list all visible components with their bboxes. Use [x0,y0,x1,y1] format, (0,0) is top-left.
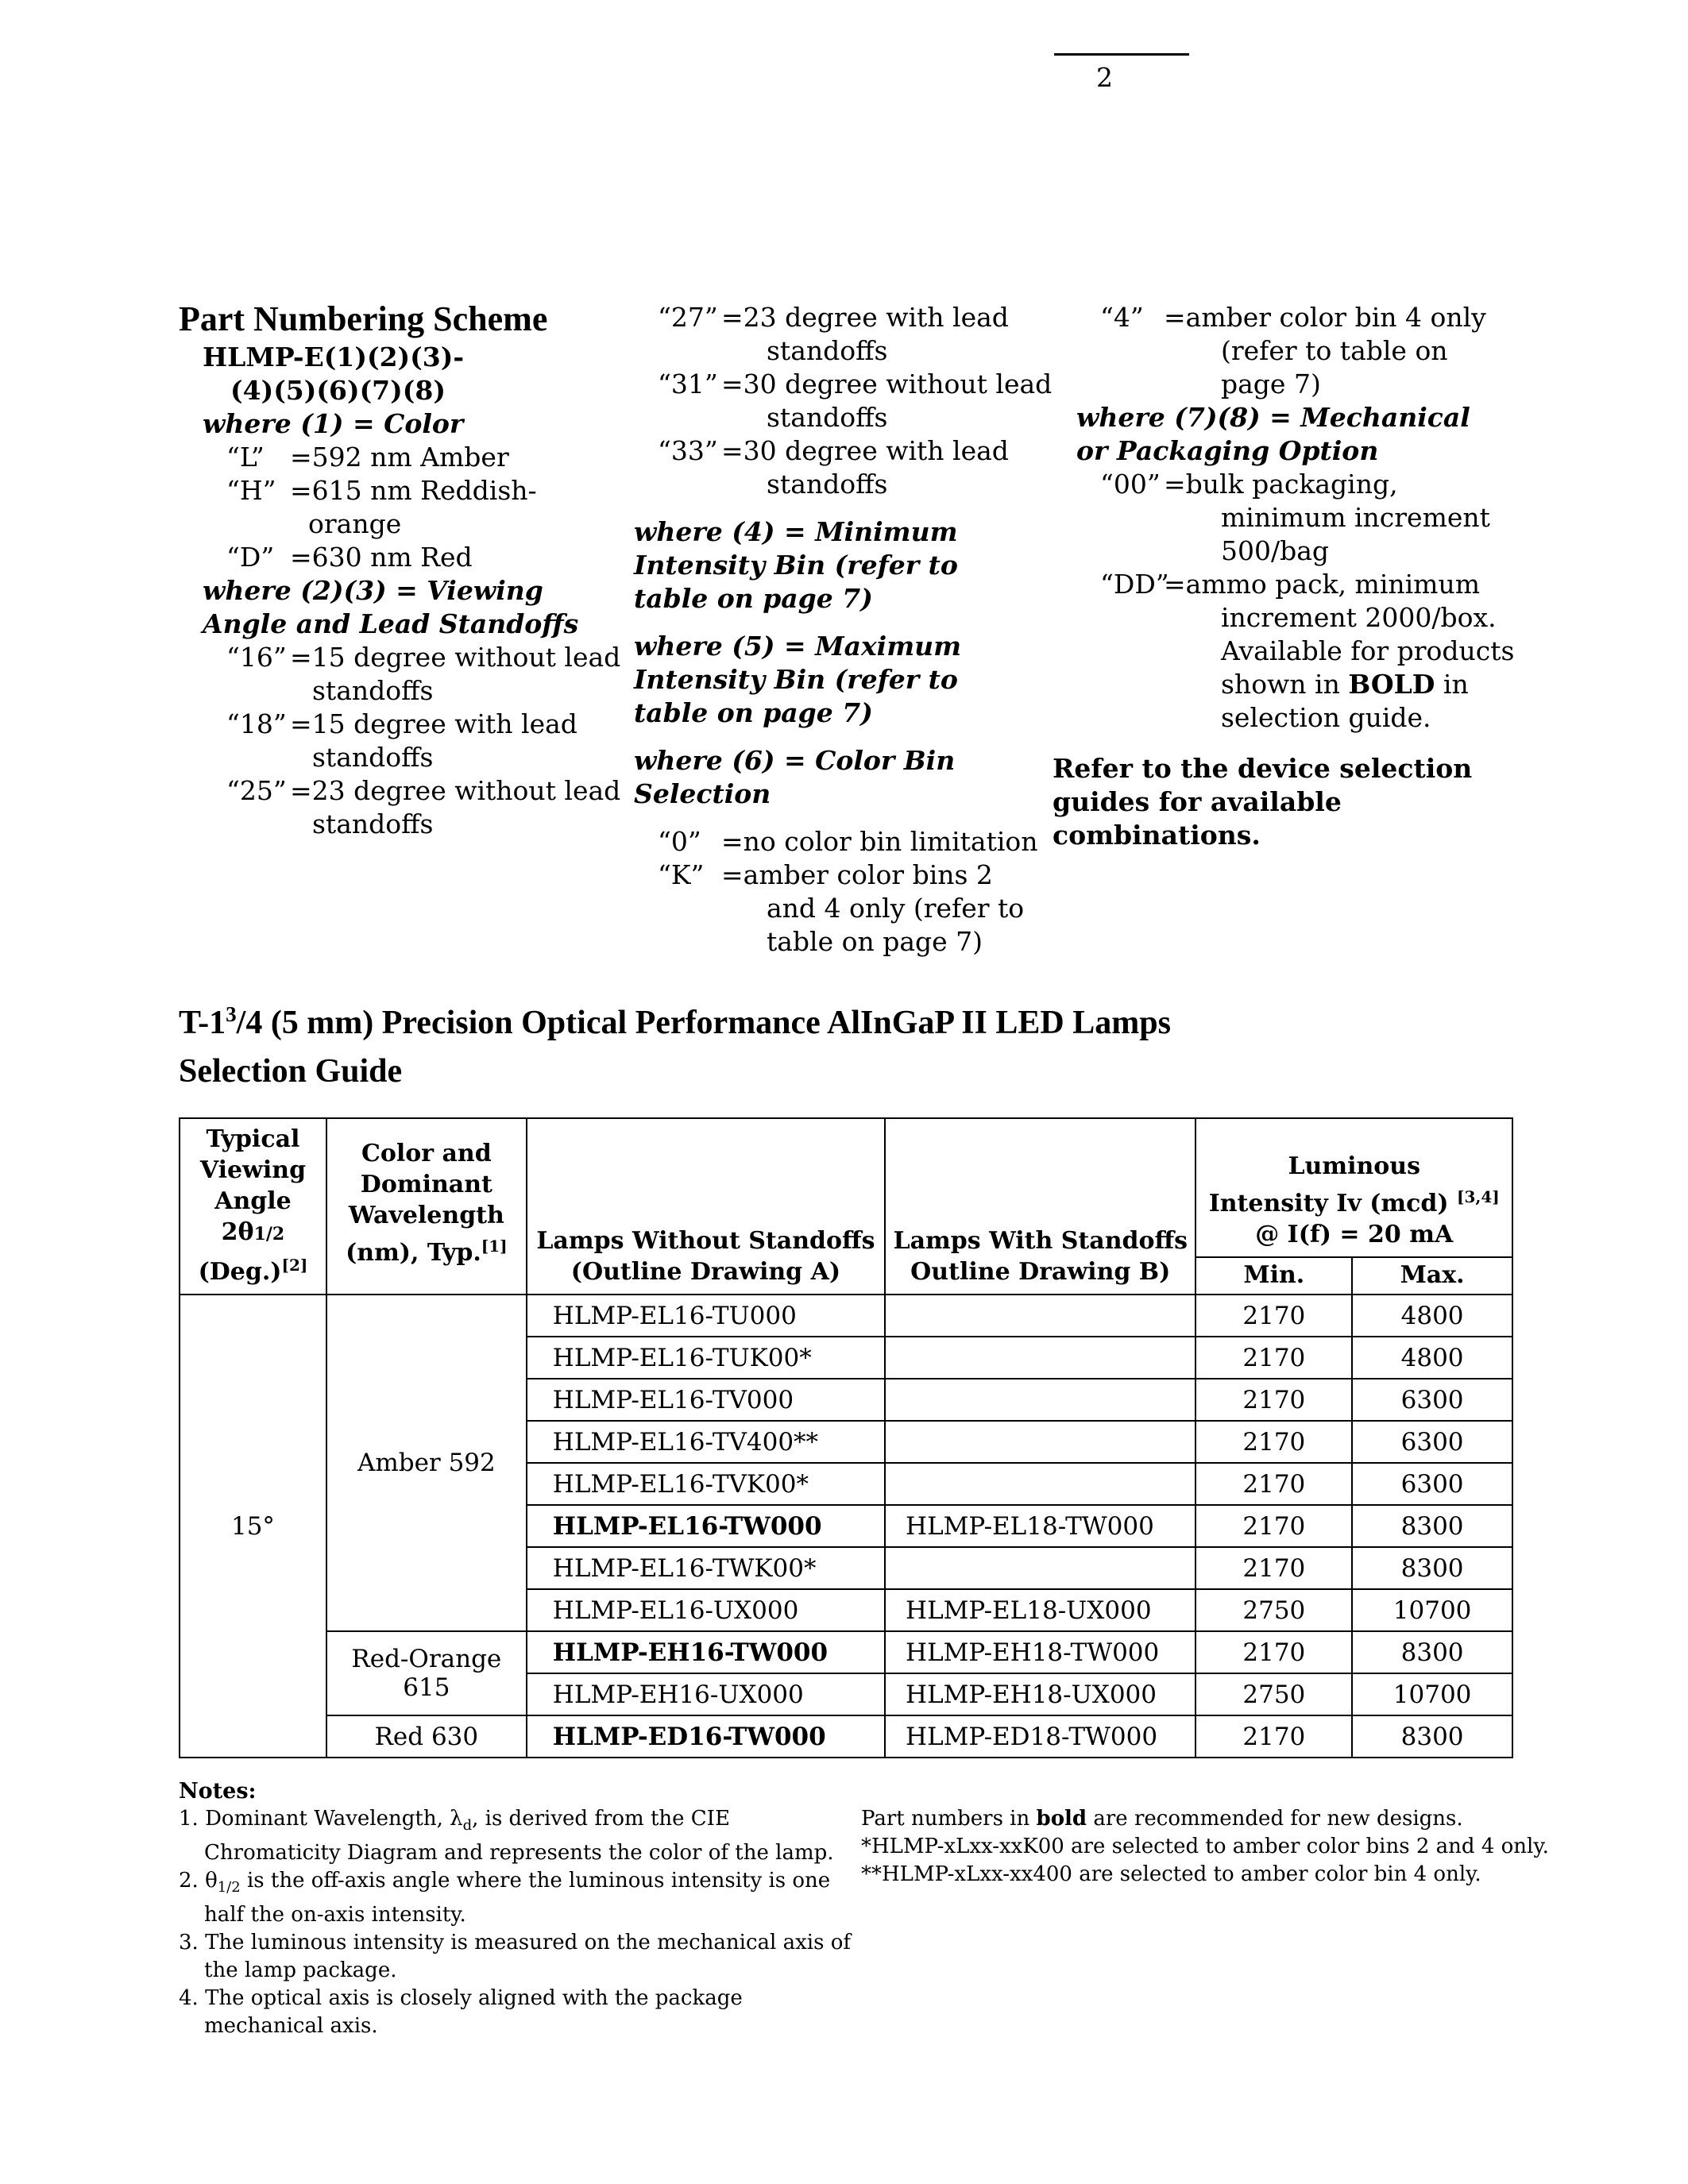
note-3-cont: the lamp package. [204,1958,397,1983]
header-line: Angle [214,1187,292,1215]
part-without: HLMP-EL16-TVK00* [527,1463,885,1505]
header-luminous [1196,1118,1512,1257]
min-value: 2170 [1196,1379,1352,1421]
header-min: Min. [1196,1257,1352,1295]
note-sub: d [462,1817,473,1835]
refer-line: guides for available [1053,786,1342,817]
header-with-standoffs [885,1118,1196,1295]
angle-desc: =15 degree without lead [290,642,621,673]
selection-guide-table [179,1117,1513,1758]
color-desc: =615 nm Reddish- [290,475,537,506]
part-with [885,1379,1196,1421]
pack-heading-line: or Packaging Option [1076,435,1379,466]
pack-shown-bold: BOLD [1348,669,1435,700]
header-color-ref: [1] [481,1237,508,1256]
max-value: 8300 [1352,1715,1512,1758]
pack-option-00 [1100,468,1514,501]
note-text: is the off-axis angle where the luminous intensity is one [240,1869,831,1893]
angle-desc-cont: standoffs [312,742,434,773]
pack-desc-cont: 500/bag [1221,535,1330,566]
note-sub: 1/2 [217,1879,241,1897]
scheme-column-1 [179,298,620,841]
pack-code: “DD” [1100,569,1169,600]
part-with [885,1337,1196,1379]
header-theta-sub: 1/2 [253,1224,285,1244]
min-value: 2170 [1196,1337,1352,1379]
angle-desc: =15 degree with lead [290,708,577,739]
min-value: 2170 [1196,1715,1352,1758]
part-without: HLMP-EL16-TUK00* [527,1337,885,1379]
guide-subtitle: Selection Guide [179,1053,403,1090]
header-line: Viewing [199,1156,307,1184]
note-text: 1. Dominant Wavelength, λ [179,1807,463,1831]
pack-desc-cont [1100,668,1514,701]
note-2 [179,1867,851,1901]
pack-desc-cont: Available for products [1221,635,1515,666]
angle-desc: =30 degree with lead [721,435,1009,466]
note-3: 3. The luminous intensity is measured on the mechanical axis of [179,1931,851,1955]
pack-desc-cont: increment 2000/box. [1221,602,1497,633]
x400-note: **HLMP-xLxx-xx400 are selected to amber color bin 4 only. [861,1862,1481,1886]
header-angle [180,1118,326,1295]
table-row [180,1631,1512,1673]
note-text: are recommended for new designs. [1087,1807,1463,1831]
pack-desc-cont: minimum increment [1221,502,1490,533]
pack-desc: =ammo pack, minimum [1164,569,1481,600]
bin-desc: =no color bin limitation [721,826,1038,857]
title-post: /4 (5 mm) Precision Optical Performance AlInGaP II LED Lamps [236,1005,1171,1041]
max-value: 8300 [1352,1631,1512,1673]
max-value: 8300 [1352,1547,1512,1589]
note-4-cont: mechanical axis. [204,2014,378,2039]
header-lum-ref: [3,4] [1457,1187,1500,1206]
color-desc: =592 nm Amber [290,442,509,473]
angle-desc-cont: standoffs [767,402,888,433]
pack-heading-line: where (7)(8) = Mechanical [1076,402,1470,433]
max-value: 4800 [1352,1295,1512,1337]
part-with [885,1295,1196,1337]
part-with: HLMP-EL18-UX000 [885,1589,1196,1631]
bold-note [861,1805,1549,1833]
bin-desc: =amber color bins 2 [721,859,993,890]
angle-desc: =30 degree without lead [721,369,1053,399]
bin-heading-line: where (6) = Color Bin [634,745,956,776]
part-format-line2: (4)(5)(6)(7)(8) [230,375,446,406]
bin-code: “0” [658,826,701,857]
color-bin-heading [634,744,1052,811]
min-value: 2170 [1196,1505,1352,1547]
angle-option-31 [658,368,1052,401]
header-max: Max. [1352,1257,1512,1295]
refer-line: combinations. [1053,820,1261,851]
bin-desc-cont: page 7) [1221,369,1321,399]
angle-desc-cont: standoffs [312,675,434,706]
note-text: Part numbers in [861,1807,1037,1831]
pack-shown-post: in [1435,669,1469,700]
angle-option-16 [179,641,620,674]
pack-desc-cont: selection guide. [1221,702,1431,733]
angle-code: “25” [226,775,287,806]
title-pre: T-1 [179,1005,226,1041]
header-line: Lamps Without Standoffs [536,1227,875,1255]
header-rule [1054,53,1189,56]
notes-right [861,1805,1549,1889]
angle-option-18 [179,708,620,741]
header-deg: (Deg.) [198,1258,282,1286]
min-value: 2170 [1196,1463,1352,1505]
notes-left [179,1805,851,2040]
header-line [187,1217,319,1250]
pack-shown-pre: shown in [1221,669,1349,700]
part-without: HLMP-EL16-TWK00* [527,1547,885,1589]
bin-option-4 [1100,301,1514,334]
header-line [187,1250,319,1287]
angle-code: “33” [658,435,718,466]
header-line: Color and [361,1140,492,1167]
part-with: HLMP-EH18-TW000 [885,1631,1196,1673]
max-value: 6300 [1352,1463,1512,1505]
angle-desc: =23 degree with lead [721,302,1009,333]
note-text: 2. θ [179,1869,218,1893]
max-value: 6300 [1352,1421,1512,1463]
title-sup: 3 [226,1002,237,1026]
bin-code: “K” [658,859,705,890]
header-line: @ I(f) = 20 mA [1255,1220,1454,1248]
header-line: Luminous [1288,1152,1421,1180]
part-without: HLMP-EL16-TV000 [527,1379,885,1421]
angle-cell: 15° [180,1295,326,1758]
k00-note: *HLMP-xLxx-xxK00 are selected to amber color bins 2 and 4 only. [861,1835,1549,1858]
table-row [180,1715,1512,1758]
max-bin-heading [634,630,1052,730]
angle-desc-cont: standoffs [767,335,888,366]
min-value: 2170 [1196,1547,1352,1589]
angle-desc-cont: standoffs [312,808,434,839]
max-value: 10700 [1352,1589,1512,1631]
header-theta: 2θ [221,1218,254,1246]
bin-desc-cont: table on page 7) [767,926,983,957]
header-line: Outline Drawing B) [910,1258,1171,1286]
group-cell: Red 630 [326,1715,527,1758]
angle-heading-line2: Angle and Lead Standoffs [203,608,579,639]
angle-option-33 [658,434,1052,468]
bin-heading-line: Selection [634,778,771,809]
pack-option-dd [1100,568,1514,601]
part-without: HLMP-EH16-TW000 [527,1631,885,1673]
part-without: HLMP-EH16-UX000 [527,1673,885,1715]
part-with: HLMP-EH18-UX000 [885,1673,1196,1715]
angle-option-25 [179,774,620,808]
part-without: HLMP-EL16-TU000 [527,1295,885,1337]
part-without: HLMP-EL16-TW000 [527,1505,885,1547]
angle-code: “18” [226,708,287,739]
notes-heading: Notes: [179,1779,257,1804]
bin-code: “4” [1100,302,1144,333]
part-with [885,1421,1196,1463]
header-line: Dominant [360,1171,492,1198]
part-without: HLMP-EL16-UX000 [527,1589,885,1631]
min-value: 2750 [1196,1589,1352,1631]
max-heading-line: table on page 7) [634,697,873,728]
note-1-cont: Chromaticity Diagram and represents the color of the lamp. [204,1841,834,1866]
color-code: “H” [226,475,276,506]
note-text: , is derived from the CIE [472,1807,730,1831]
angle-heading-line1: where (2)(3) = Viewing [203,575,543,606]
header-line: Wavelength [348,1202,504,1229]
max-heading-line: where (5) = Maximum [634,631,962,662]
note-1 [179,1805,851,1839]
header-line [334,1231,520,1268]
refer-note [1053,752,1514,852]
color-desc-cont: orange [308,508,402,539]
pack-desc: =bulk packaging, [1164,469,1398,500]
header-lum-iv: Intensity Iv (mcd) [1208,1189,1458,1217]
table-row [180,1295,1512,1337]
color-option-l [179,441,620,474]
pack-code: “00” [1100,469,1161,500]
bin-desc-cont: (refer to table on [1221,335,1448,366]
part-with: HLMP-ED18-TW000 [885,1715,1196,1758]
max-value: 6300 [1352,1379,1512,1421]
bin-option-0 [658,825,1052,859]
guide-title [179,1002,1171,1042]
min-heading-line: where (4) = Minimum [634,516,958,547]
min-value: 2170 [1196,1631,1352,1673]
angle-option-27 [658,301,1052,334]
min-value: 2170 [1196,1295,1352,1337]
bin-desc: =amber color bin 4 only [1164,302,1486,333]
bin-option-k [658,859,1052,959]
group-cell: Red-Orange 615 [326,1631,527,1715]
header-line: Typical [206,1125,300,1153]
bin-desc-cont: and 4 only (refer to [767,893,1025,924]
min-heading-line: Intensity Bin (refer to [634,550,958,581]
part-without: HLMP-ED16-TW000 [527,1715,885,1758]
color-code: “D” [226,542,275,573]
header-line: (Outline Drawing A) [570,1258,841,1286]
max-value: 10700 [1352,1673,1512,1715]
scheme-column-2 [634,301,1053,959]
part-with: HLMP-EL18-TW000 [885,1505,1196,1547]
angle-desc-cont: standoffs [767,469,888,500]
min-heading-line: table on page 7) [634,583,873,614]
color-option-d [179,541,620,574]
header-line: Lamps With Standoffs [893,1227,1188,1255]
color-code: “L” [226,442,265,473]
min-value: 2170 [1196,1421,1352,1463]
color-desc: =630 nm Red [290,542,473,573]
angle-code: “16” [226,642,287,673]
header-line [1203,1182,1505,1219]
max-heading-line: Intensity Bin (refer to [634,664,958,695]
angle-code: “27” [658,302,718,333]
scheme-title: Part Numbering Scheme [179,299,548,338]
group-cell: Amber 592 [326,1295,527,1631]
refer-line: Refer to the device selection [1053,753,1473,784]
header-deg-ref: [2] [281,1256,308,1275]
max-value: 4800 [1352,1337,1512,1379]
part-format-line1: HLMP-E(1)(2)(3)- [203,341,465,372]
note-2-cont: half the on-axis intensity. [204,1903,466,1927]
note-4: 4. The optical axis is closely aligned with the package [179,1986,743,2011]
header-color [326,1118,527,1295]
page-number: 2 [1096,62,1113,93]
color-option-h [179,474,620,507]
angle-desc: =23 degree without lead [290,775,621,806]
max-value: 8300 [1352,1505,1512,1547]
header-without-standoffs [527,1118,885,1295]
note-bold: bold [1036,1807,1087,1831]
part-with [885,1547,1196,1589]
part-without: HLMP-EL16-TV400** [527,1421,885,1463]
min-bin-heading [634,515,1052,615]
min-value: 2750 [1196,1673,1352,1715]
header-color-typ: (nm), Typ. [346,1239,481,1267]
part-with [885,1463,1196,1505]
angle-code: “31” [658,369,718,399]
color-heading: where (1) = Color [203,408,464,439]
scheme-column-3 [1053,301,1515,852]
